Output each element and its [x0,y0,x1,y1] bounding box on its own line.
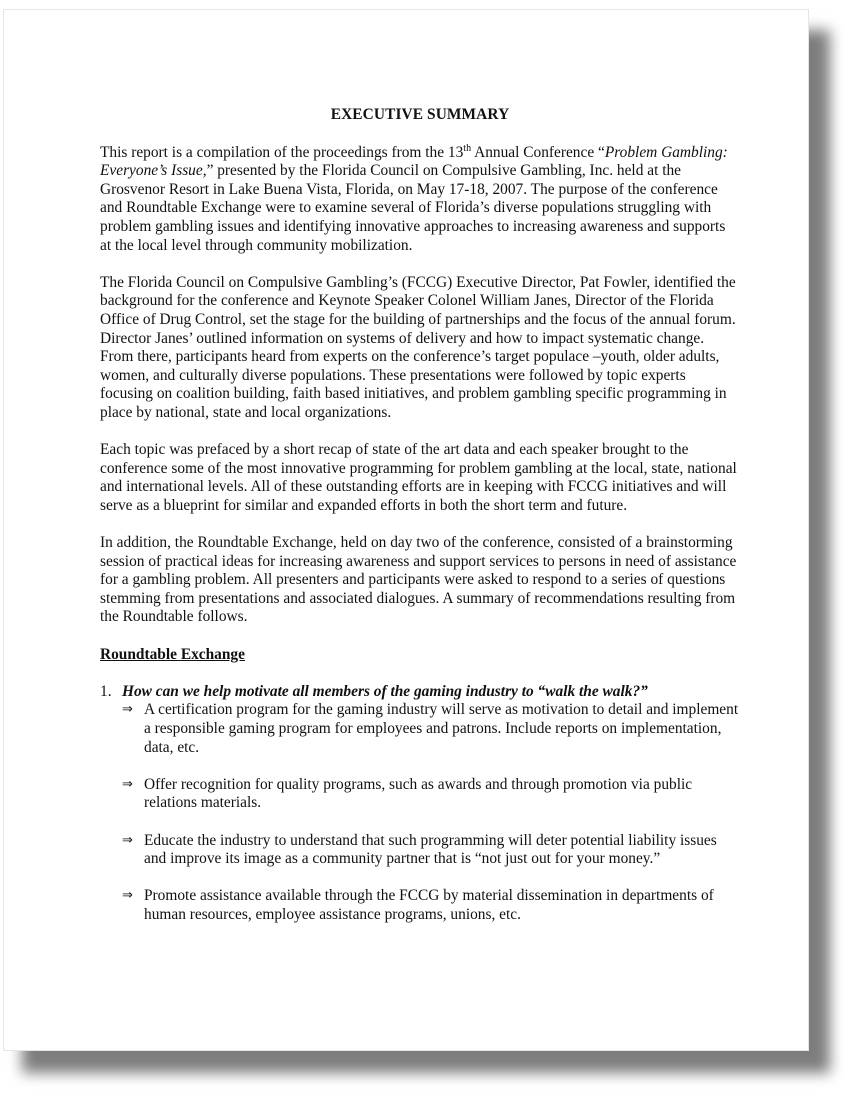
question-text: How can we help motivate all members of the gaming industry to “walk the walk?” [122,682,648,700]
document-page [3,9,809,1051]
section-heading-roundtable: Roundtable Exchange [100,645,245,663]
recommendation-text: Offer recognition for quality programs, such as awards and through promotion via public relations materials. [144,775,693,812]
recommendation-text: Promote assistance available through the FCCG by material dissemination in departments of human resources, employee assistance programs, unions, etc. [144,887,714,923]
question-item [100,683,740,925]
intro-text-start: This report is a compilation of the proceedings from the 13 [100,143,464,161]
intro-paragraph [100,144,740,256]
recommendation-list [100,701,740,924]
list-item [122,887,740,924]
document-content [100,106,740,925]
recommendation-text: A certification program for the gaming industry will serve as motivation to detail and implement a responsible gaming program for employees and patrons. Include reports on implementation, data, etc. [144,701,739,756]
question-heading [100,683,740,702]
double-arrow-right-icon: ⇒ [122,888,133,904]
roundtable-paragraph: In addition, the Roundtable Exchange, held on day two of the conference, consisted of a brainstorming session of practical ideas for increasing awareness and support services to persons in need of assistance for a gambling problem. All presenters and participants were asked to respond to a series of questions stemming from presentations and associated dialogues. A summary of recommendations resulting from the Roundtable follows. [100,534,737,626]
page-title: EXECUTIVE SUMMARY [330,106,510,123]
intro-text-rest: ” presented by the Florida Council on Compulsive Gambling, Inc. held at the Grosvenor Resort in Lake Buena Vista, Florida, on May 17-18, 2007. The purpose of the conference and Roundtable Exchange were to examine several of Florida’s diverse populations struggling with problem gambling issues and identifying innovative approaches to increasing awareness and supports at the local level through community mobilization. [100,162,726,254]
ordinal-suffix: th [463,142,472,154]
list-item [122,776,740,813]
list-item [122,832,740,869]
conference-title: Problem Gambling: Everyone’s Issue, [100,143,728,180]
double-arrow-right-icon: ⇒ [122,776,133,792]
background-paragraph: The Florida Council on Compulsive Gambling’s (FCCG) Executive Director, Pat Fowler, identified the background for the conference and Keynote Speaker Colonel William Janes, Director of the Florida Office of Drug Control, set the stage for the building of partnerships and the focus of the annual forum. Director Janes’ outlined information on systems of delivery and how to impact systematic change. From there, participants heard from experts on the conference’s target populace –youth, older adults, women, and culturally diverse populations. These presentations were followed by topic experts focusing on coalition building, faith based initiatives, and problem gambling specific programming in place by national, state and local organizations. [100,273,736,421]
question-number: 1. [100,682,112,700]
double-arrow-right-icon: ⇒ [122,702,133,718]
recommendation-text: Educate the industry to understand that such programming will deter potential liability issues and improve its image as a community partner that is “not just out for your money.” [144,831,717,868]
double-arrow-right-icon: ⇒ [122,832,133,848]
list-item [122,701,740,757]
intro-text-mid: Annual Conference “ [471,143,605,161]
topics-paragraph: Each topic was prefaced by a short recap of state of the art data and each speaker brought to the conference some of the most innovative programming for problem gambling at the local, state, national and international levels. All of these outstanding efforts are in keeping with FCCG initiatives and will serve as a blueprint for similar and expanded efforts in both the short term and future. [100,441,737,514]
